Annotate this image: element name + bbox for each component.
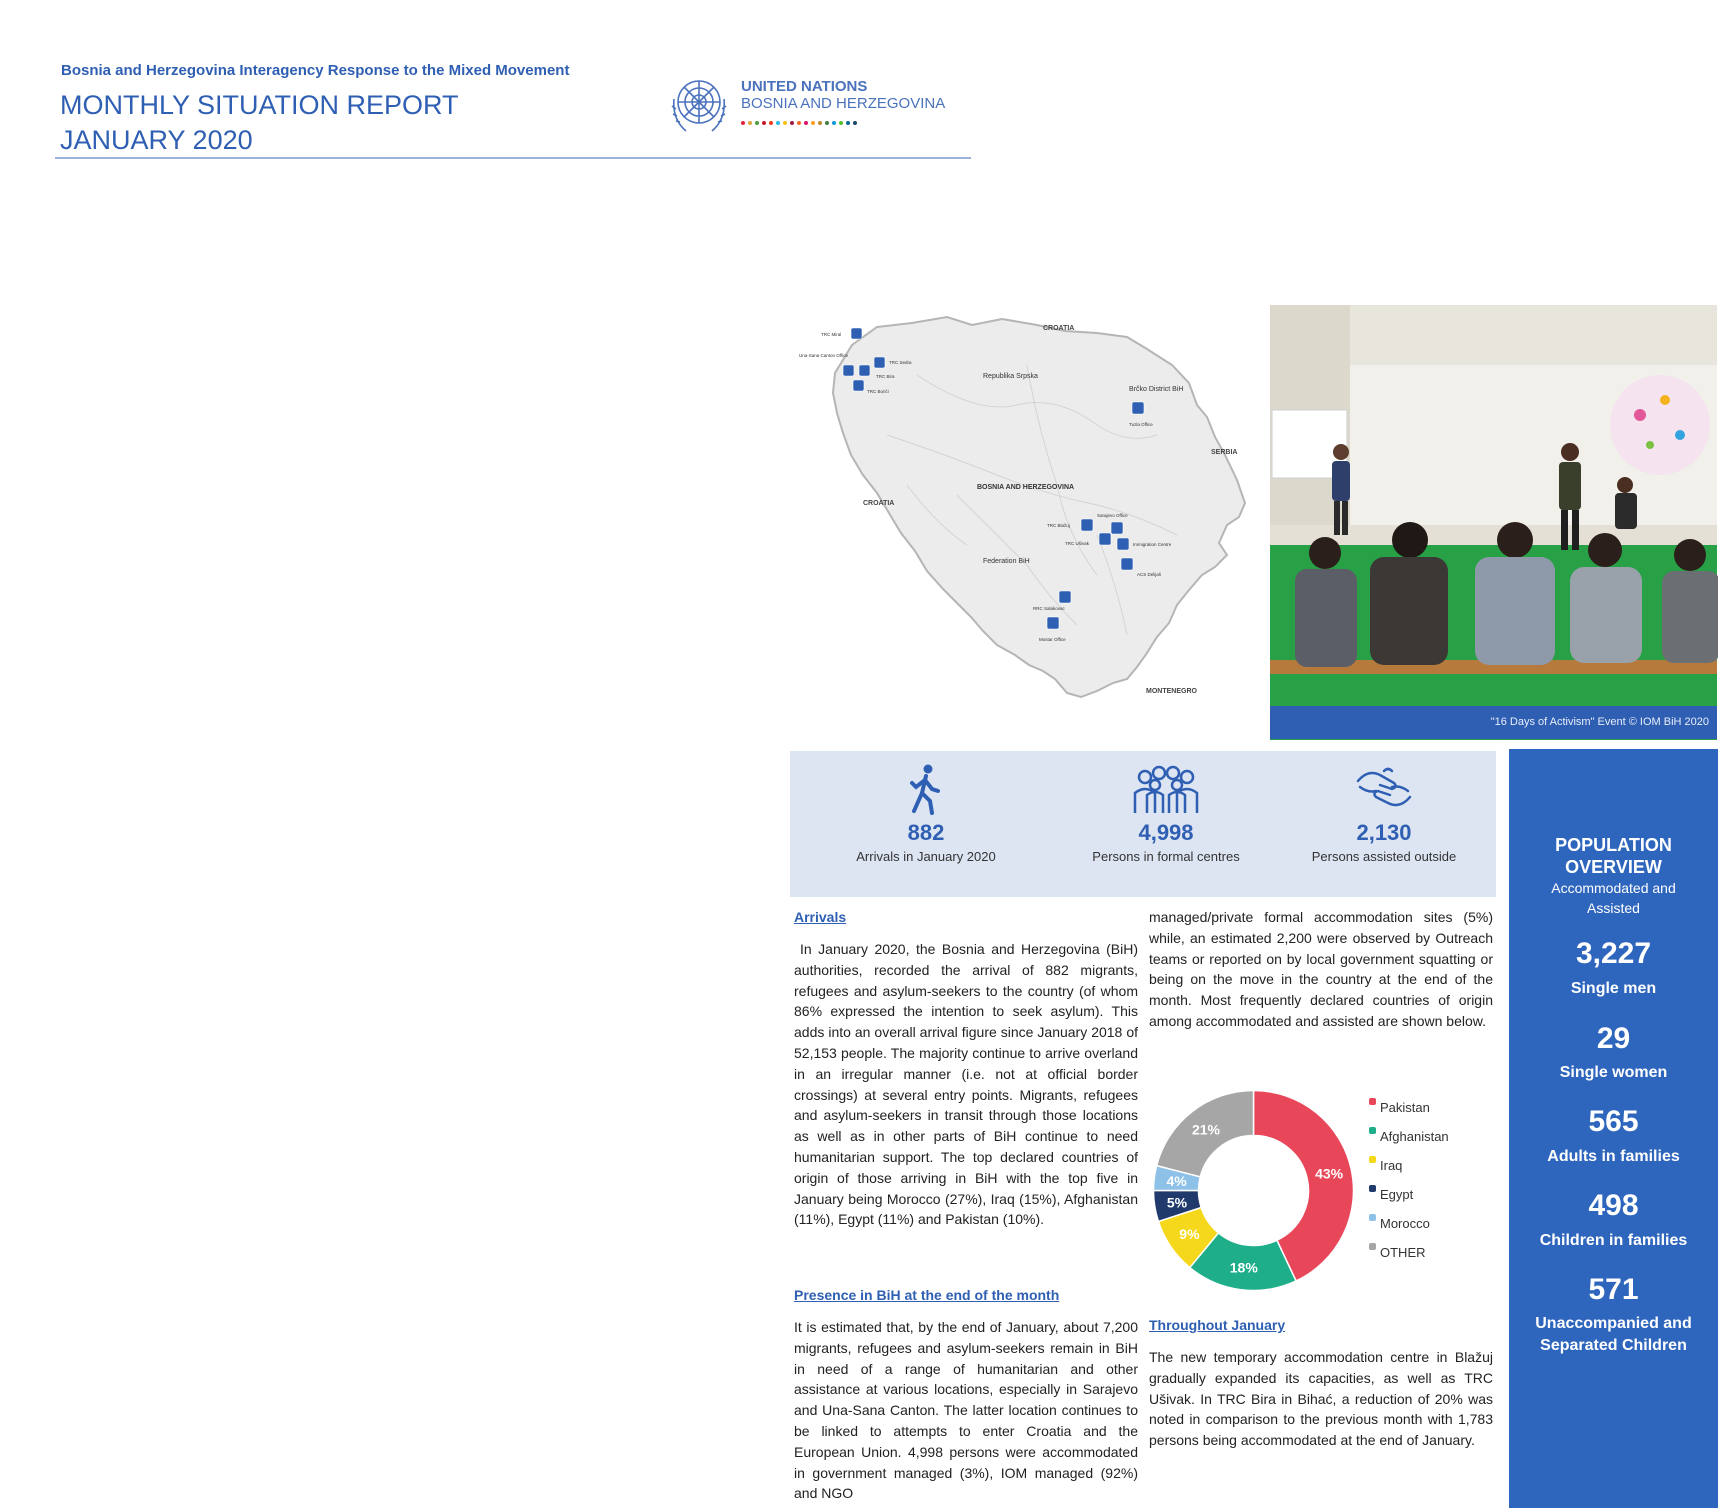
panel-subtitle-line: Accommodated and (1551, 880, 1676, 896)
pop-label: Single men (1570, 980, 1657, 997)
section-heading-presence: Presence in BiH at the end of the month (794, 1287, 1060, 1303)
map-region-label: BOSNIA AND HERZEGOVINA (977, 484, 1075, 491)
key-figures-bar (790, 751, 1496, 897)
origin-donut-chart (1146, 1083, 1361, 1298)
legend-item (1369, 1203, 1430, 1232)
stat-value: 4,998 (1138, 820, 1194, 845)
sdg-color-strip (741, 121, 1709, 1502)
legend-item (1369, 1087, 1430, 1116)
helping-hands-icon (1354, 763, 1414, 815)
site-marker-icon (1121, 558, 1133, 570)
presence-paragraph: It is estimated that, by the end of January, about 7,200 migrants, refugees and asylum-seekers remain in BiH in need of a range of humanitarian and other assistance at various locations, especially in Sarajevo and Una-Sana Canton. The latter location continues to be linked to attempts to enter Croatia and the European Union. 4,998 persons were accommodated in government managed (3%), IOM managed (92%) and NGO (794, 1319, 1138, 1502)
donut-data-label: 21% (1191, 1121, 1221, 1138)
map-site-label: Mostar Office (1039, 637, 1066, 642)
panel-title (1509, 834, 1718, 878)
throughout-paragraph: The new temporary accommodation centre in Blažuj gradually expanded its capacities, as well as TRC Ušivak. In TRC Bira in Bihać, a reduction of 20% was noted in comparison to the previous month with 1,783 persons being accommodated at the end of January. (1149, 1349, 1493, 1449)
org-country: BOSNIA AND HERZEGOVINA (741, 95, 946, 112)
map-region-label: Republika Srpska (983, 373, 1038, 380)
panel-subtitle-line: Assisted (1587, 900, 1640, 916)
legend-swatch (1369, 1185, 1376, 1192)
map-site-label: TRC Sedra (889, 360, 912, 365)
map-region-label: Federation BiH (983, 558, 1030, 565)
walking-person-icon (896, 763, 956, 815)
site-marker-icon (874, 357, 885, 368)
un-emblem-icon (664, 69, 734, 139)
map-site-label: TRC Bira (876, 374, 895, 379)
stat-value: 2,130 (1356, 820, 1412, 845)
pop-value: 565 (1588, 1105, 1639, 1138)
pop-label-line: Unaccompanied and (1535, 1315, 1692, 1332)
stat-label: Arrivals in January 2020 (856, 849, 996, 864)
map-site-label: TRC Miral (821, 332, 842, 337)
pop-label: Children in families (1539, 1232, 1688, 1249)
map-country-label: MONTENEGRO (1146, 688, 1197, 695)
donut-data-label: 5% (1166, 1194, 1188, 1211)
map-site-label: ACS Delijaš (1137, 572, 1162, 577)
legend-item (1369, 1145, 1403, 1174)
legend-swatch (1369, 1214, 1376, 1221)
site-marker-icon (1111, 522, 1123, 534)
legend-swatch (1369, 1243, 1376, 1250)
legend-label: Pakistan (1380, 1099, 1430, 1115)
stat-label: Persons in formal centres (1092, 849, 1240, 864)
legend-label: OTHER (1380, 1244, 1426, 1260)
group-people-icon (1131, 763, 1201, 815)
legend-swatch (1369, 1156, 1376, 1163)
map-site-label: RRC Salakovac (1033, 606, 1065, 611)
site-marker-icon (851, 328, 862, 339)
pop-value: 3,227 (1575, 937, 1652, 970)
site-marker-icon (859, 365, 870, 376)
site-marker-icon (1059, 591, 1071, 603)
donut-data-label: 4% (1166, 1172, 1187, 1189)
legend-item (1369, 1174, 1414, 1203)
map-site-label: Immigration Centre (1133, 542, 1172, 547)
bih-map (797, 305, 1259, 737)
header-divider (55, 157, 971, 159)
map-country-label: CROATIA (863, 500, 895, 507)
pop-value: 29 (1596, 1022, 1631, 1055)
legend-label: Egypt (1380, 1186, 1414, 1202)
arrivals-paragraph: In January 2020, the Bosnia and Herzegovina (BiH) authorities, recorded the arrival of 882 migrants, refugees and asylum-seekers to the country (of whom 86% expressed the intention to seek asylum). This adds into an overall arrival figure since January 2018 of 52,153 people. The majority continue to arrive overland in an irregular manner (i.e. not at official border crossings) at several entry points. Migrants, refugees and asylum-seekers in transit through those locations as well as in other parts of BiH continue to need humanitarian support. The top declared countries of origin of those arriving in BiH with the top five in January being Morocco (27%), Iraq (15%), Afghanistan (11%), Egypt (11%) and Pakistan (10%). (794, 941, 1138, 1228)
pop-value: 571 (1588, 1273, 1639, 1306)
map-site-label: TRC Blažuj (1047, 523, 1070, 528)
site-marker-icon (1081, 519, 1093, 531)
org-name: UNITED NATIONS (741, 78, 868, 95)
site-marker-icon (1117, 538, 1129, 550)
photo-caption: "16 Days of Activism" Event © IOM BiH 2020 (1270, 706, 1717, 739)
map-country-label: CROATIA (1043, 325, 1075, 332)
donut-data-label: 9% (1179, 1226, 1200, 1243)
panel-title-line: OVERVIEW (1565, 857, 1662, 877)
report-period: JANUARY 2020 (60, 125, 253, 155)
report-subtitle: Bosnia and Herzegovina Interagency Response to the Mixed Movement (61, 62, 570, 79)
site-marker-icon (853, 380, 864, 391)
map-site-label: Tuzla Office (1129, 422, 1153, 427)
stat-value: 882 (907, 820, 945, 845)
panel-subtitle (1509, 878, 1718, 918)
chart-legend (1369, 1087, 1449, 1261)
stat-label: Persons assisted outside (1311, 849, 1457, 864)
pop-label: Single women (1559, 1064, 1668, 1081)
section-heading-throughout: Throughout January (1149, 1317, 1286, 1333)
event-photo (1270, 305, 1717, 739)
pop-label (1509, 1313, 1718, 1357)
donut-data-label: 43% (1315, 1165, 1344, 1182)
legend-label: Afghanistan (1380, 1128, 1449, 1144)
map-site-label: TRC Borići (867, 389, 889, 394)
map-region-label: Brčko District BiH (1129, 386, 1184, 393)
map-site-label: Una-Sana Canton Office (799, 353, 848, 358)
map-country-label: SERBIA (1211, 449, 1238, 456)
site-marker-icon (1132, 402, 1144, 414)
panel-title-line: POPULATION (1555, 835, 1672, 855)
site-marker-icon (1099, 533, 1111, 545)
legend-item (1369, 1116, 1449, 1145)
report-title: MONTHLY SITUATION REPORT (60, 90, 459, 120)
pop-label-line: Separated Children (1540, 1337, 1687, 1354)
legend-label: Iraq (1380, 1157, 1403, 1173)
section-heading-arrivals: Arrivals (794, 909, 847, 925)
presence-paragraph-continued: managed/private formal accommodation sites (5%) while, an estimated 2,200 were observed by Outreach teams or reported on by local government squatting or being on the move in the country at the end of the month. Most frequently declared countries of origin among accommodated and assisted are shown below. (1149, 909, 1493, 1029)
donut-data-label: 18% (1229, 1259, 1258, 1276)
legend-swatch (1369, 1098, 1376, 1105)
legend-label: Morocco (1380, 1215, 1430, 1231)
legend-swatch (1369, 1127, 1376, 1134)
legend-item (1369, 1232, 1426, 1261)
site-marker-icon (843, 365, 854, 376)
map-site-label: TRC Ušivak (1065, 541, 1090, 546)
pop-value: 498 (1588, 1189, 1639, 1222)
site-marker-icon (1047, 617, 1059, 629)
population-overview-panel (1509, 749, 1718, 1508)
map-site-label: Sarajevo Office (1097, 513, 1128, 518)
pop-label: Adults in families (1547, 1148, 1680, 1165)
